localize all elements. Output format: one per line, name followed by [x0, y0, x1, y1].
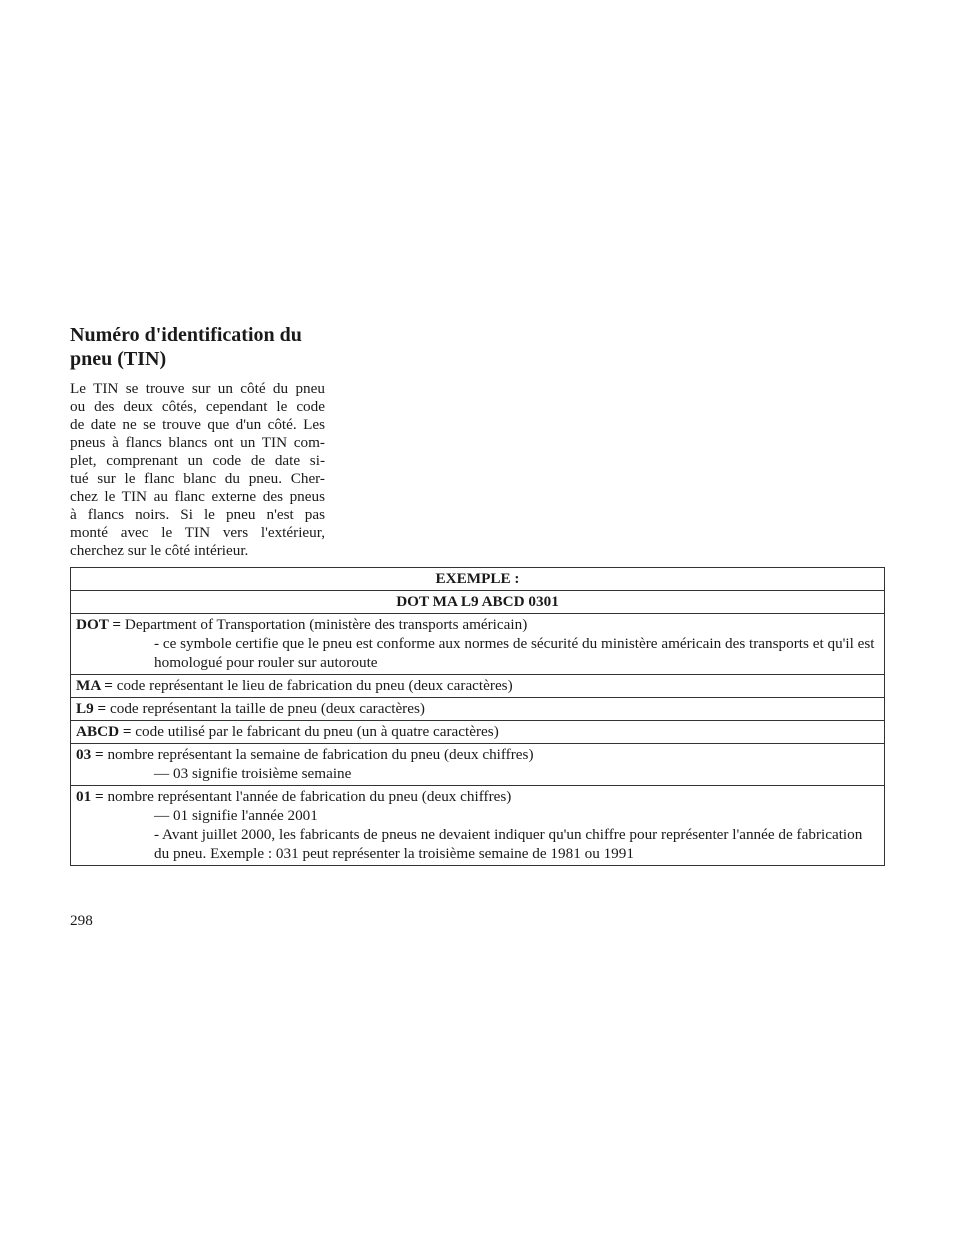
- table-row: [71, 721, 885, 744]
- row-description: Department of Transportation (ministère des transports américain): [121, 616, 528, 633]
- table-cell: [71, 744, 885, 786]
- section-title-line-2: pneu (TIN): [70, 348, 167, 370]
- row-description: code représentant la taille de pneu (deux caractères): [106, 700, 425, 717]
- row-note: - ce symbole certifie que le pneu est conforme aux normes de sécurité du ministère américain des transports et qu'il est homologué pour rouler sur autoroute: [154, 635, 875, 671]
- body-line: plet, comprenant un code de date si-: [70, 452, 325, 469]
- row-note: - Avant juillet 2000, les fabricants de pneus ne devaient indiquer qu'un chiffre pour représenter l'année de fabrication du pneu. Exemple : 031 peut représenter la troisième semaine de 1981 ou 1991: [154, 826, 863, 862]
- body-line: monté avec le TIN vers l'extérieur,: [70, 524, 325, 541]
- body-line: Le TIN se trouve sur un côté du pneu: [70, 380, 325, 397]
- table-row: [71, 698, 885, 721]
- table-cell: [71, 675, 885, 698]
- table-row: [71, 675, 885, 698]
- row-term: DOT =: [76, 616, 122, 633]
- row-description: nombre représentant la semaine de fabrication du pneu (deux chiffres): [103, 746, 534, 763]
- body-line: de date ne se trouve que d'un côté. Les: [70, 416, 325, 433]
- section-title: [70, 323, 340, 371]
- body-line: tué sur le flanc blanc du pneu. Cher-: [70, 470, 325, 487]
- section-body: [70, 380, 325, 560]
- table-header: EXEMPLE :: [71, 568, 885, 591]
- row-term: 01 =: [76, 788, 104, 805]
- row-description: code utilisé par le fabricant du pneu (un à quatre caractères): [131, 723, 499, 740]
- table-cell: [71, 786, 885, 866]
- body-line: chez le TIN au flanc externe des pneus: [70, 488, 325, 505]
- table-header-row: [71, 568, 885, 591]
- row-note: — 03 signifie troisième semaine: [154, 765, 352, 782]
- example-code: DOT MA L9 ABCD 0301: [71, 591, 885, 614]
- row-term: 03 =: [76, 746, 104, 763]
- body-line: cherchez sur le côté intérieur.: [70, 542, 249, 559]
- row-description: nombre représentant l'année de fabrication du pneu (deux chiffres): [103, 788, 512, 805]
- body-line: ou des deux côtés, cependant le code: [70, 398, 325, 415]
- body-line: pneus à flancs blancs ont un TIN com-: [70, 434, 325, 451]
- page-number: 298: [70, 912, 93, 929]
- row-term: MA =: [76, 677, 113, 694]
- body-line: à flancs noirs. Si le pneu n'est pas: [70, 506, 325, 523]
- table-cell: [71, 614, 885, 675]
- tin-example-table: [70, 567, 885, 866]
- table-example-row: [71, 591, 885, 614]
- row-term: L9 =: [76, 700, 107, 717]
- table-row: [71, 786, 885, 866]
- row-description: code représentant le lieu de fabrication du pneu (deux caractères): [112, 677, 513, 694]
- table-row: [71, 744, 885, 786]
- row-term: ABCD =: [76, 723, 132, 740]
- table-row: [71, 614, 885, 675]
- row-note: — 01 signifie l'année 2001: [154, 807, 318, 824]
- table-cell: [71, 698, 885, 721]
- section-title-line-1: Numéro d'identification du: [70, 324, 302, 346]
- table-cell: [71, 721, 885, 744]
